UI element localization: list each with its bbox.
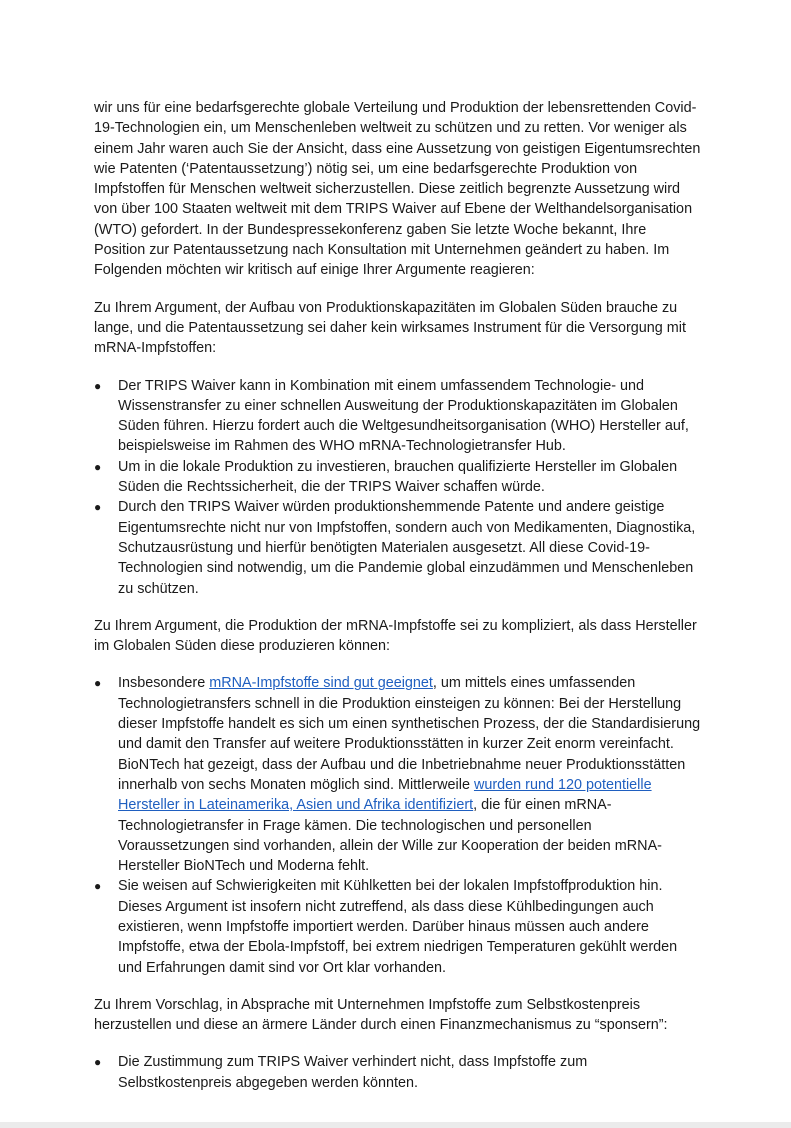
list-item [94, 376, 701, 457]
list-item-text: Durch den TRIPS Waiver würden produktionshemmende Patente und andere geistige Eigentumsrechte nicht nur von Impfstoffen, sondern auch von Medikamenten, Diagnostika, Schutzausrüstung und hierfür benötigten Materialen ausgesetzt. All diese Covid-19-Technologien sind notwendig, um die Pandemie global einzudämmen und Menschenleben zu schützen. [118, 499, 696, 597]
argument-1-heading: Zu Ihrem Argument, der Aufbau von Produktionskapazitäten im Globalen Süden brauche zu lange, und die Patentaussetzung sei daher kein wirksames Instrument für die Versorgung mit mRNA-Impfstoffen: [94, 299, 686, 357]
manufacturers-identified-link[interactable]: wurden rund 120 potentielle Hersteller in Lateinamerika, Asien und Afrika identifiziert [118, 776, 652, 814]
bullet-icon: ● [94, 879, 102, 894]
list-item-text: Die Zustimmung zum TRIPS Waiver verhindert nicht, dass Impfstoffe zum Selbstkostenpreis abgegeben werden könnten. [118, 1054, 588, 1091]
list-item-text: Sie weisen auf Schwierigkeiten mit Kühlketten bei der lokalen Impfstoffproduktion hin. Dieses Argument ist insofern nicht zutreffend, als dass diese Kühlbedingungen auch existieren, wenn Impfstoffe importiert werden. Darüber hinaus müssen auch andere Impfstoffe, etwa der Ebola-Impfstoff, bei extrem niedrigen Temperaturen gekühlt werden und Erfahrungen damit sind vor Ort klar vorhanden. [118, 878, 678, 976]
argument-2-heading: Zu Ihrem Argument, die Produktion der mRNA-Impfstoffe sei zu kompliziert, als dass Hersteller im Globalen Süden diese produzieren können: [94, 617, 697, 655]
intro-paragraph: wir uns für eine bedarfsgerechte globale Verteilung und Produktion der lebensrettenden Covid-19-Technologien ein, um Menschenleben weltweit zu schützen und zu retten. Vor weniger als einem Jahr waren auch Sie der Ansicht, dass eine Aussetzung von geistigen Eigentumsrechten wie Patenten (‘Patentaussetzung’) nötig sei, um eine bedarfsgerechte Produktion von Impfstoffen für Menschen weltweit sicherzustellen. Diese zeitlich begrenzte Aussetzung wird von über 100 Staaten weltweit mit dem TRIPS Waiver auf Ebene der Welthandelsorganisation (WTO) gefordert. In der Bundespressekonferenz gaben Sie letzte Woche bekannt, Ihre Position zur Patentaussetzung nach Konsultation mit Unternehmen geändert zu haben. Im Folgenden möchten wir kritisch auf einige Ihrer Argumente reagieren: [94, 100, 701, 279]
mrna-suitable-link[interactable]: mRNA-Impfstoffe sind gut geeignet [209, 675, 433, 692]
bullet-icon: ● [94, 1055, 102, 1070]
text-segment: , um mittels eines umfassenden Technologietransfers schnell in die Produktion einsteigen zu können: Bei der Herstellung dieser Impfstoffe handelt es sich um einen synthetischen Prozess, der die Standardisierung und damit den Transfer auf weitere Produktionsstätten in kurzer Zeit enorm vereinfacht. BioNTech hat gezeigt, dass der Aufbau und die Inbetriebnahme neuer Produktionsstätten innerhalb von sechs Monaten möglich sind. Mittlerweile [118, 675, 701, 793]
proposal-heading: Zu Ihrem Vorschlag, in Absprache mit Unternehmen Impfstoffe zum Selbstkostenpreis herzustellen und diese an ärmere Länder durch einen Finanzmechanismus zu “sponsern”: [94, 996, 668, 1034]
argument-1-list [94, 376, 701, 599]
bullet-icon: ● [94, 378, 102, 393]
list-item [94, 673, 701, 876]
list-item [94, 1052, 701, 1093]
list-item [94, 497, 701, 598]
list-item-text: Der TRIPS Waiver kann in Kombination mit einem umfassendem Technologie- und Wissenstransfer zu einer schnellen Ausweitung der Produktionskapazitäten im Globalen Süden führen. Hierzu fordert auch die Weltgesundheitsorganisation (WHO) Hersteller auf, beispielsweise im Rahmen des WHO mRNA-Technologietransfer Hub. [118, 377, 689, 455]
text-segment: Insbesondere [118, 675, 210, 692]
proposal-list [94, 1052, 701, 1093]
bullet-icon: ● [94, 500, 102, 515]
list-item-text: Um in die lokale Produktion zu investieren, brauchen qualifizierte Hersteller im Globalen Süden die Rechtssicherheit, die der TRIPS Waiver schaffen würde. [118, 458, 678, 496]
bullet-icon: ● [94, 676, 102, 691]
text-segment: , die für einen mRNA-Technologietransfer in Frage kämen. Die technologischen und personellen Voraussetzungen sind vorhanden, allein der Wille zur Kooperation der beiden mRNA-Hersteller BioNTech und Moderna fehlt. [118, 797, 662, 875]
argument-2-list [94, 673, 701, 977]
bullet-icon: ● [94, 459, 102, 474]
list-item [94, 457, 701, 498]
list-item-text [118, 675, 700, 874]
list-item [94, 876, 701, 977]
page-bottom-edge [0, 1122, 791, 1128]
